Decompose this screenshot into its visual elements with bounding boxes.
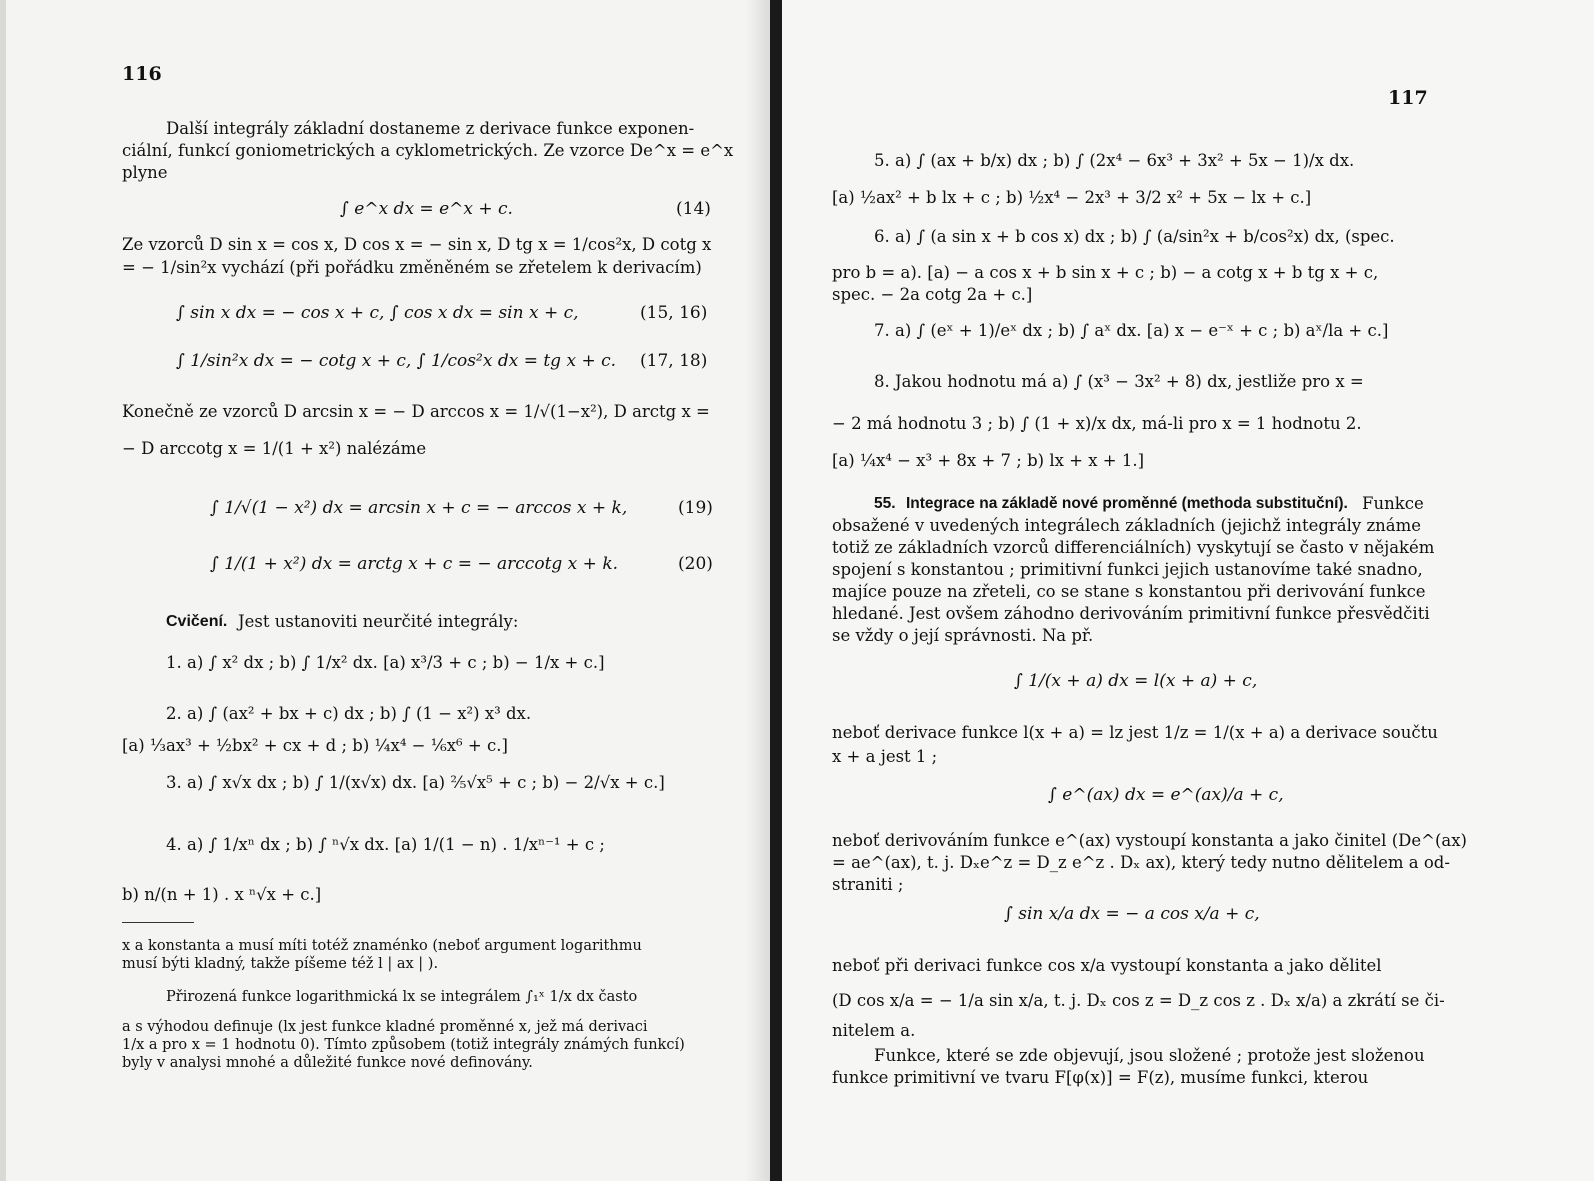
- equation-number: (15, 16): [640, 303, 708, 323]
- section-number: 55.: [874, 495, 896, 512]
- left-page: [0, 0, 770, 1181]
- paragraph-line: hledané. Jest ovšem záhodno derivováním primitivní funkce přesvědčiti: [832, 604, 1430, 623]
- equation-20: ∫ 1/(1 + x²) dx = arctg x + c = − arccotg x + k.: [210, 554, 619, 574]
- exercise-answer: [a) ¼x⁴ − x³ + 8x + 7 ; b) lx + x + 1.]: [832, 451, 1145, 470]
- equation-number: (14): [676, 199, 711, 219]
- exercise-item: 7. a) ∫ (eˣ + 1)/eˣ dx ; b) ∫ aˣ dx. [a) x − e⁻ˣ + c ; b) aˣ/la + c.]: [874, 321, 1389, 340]
- equation-14: ∫ e^x dx = e^x + c.: [340, 199, 513, 219]
- paragraph-line: neboť derivace funkce l(x + a) = lz jest 1/z = 1/(x + a) a derivace součtu: [832, 723, 1438, 742]
- paragraph-line: Funkce: [1362, 494, 1424, 513]
- paragraph-line: nitelem a.: [832, 1021, 916, 1040]
- paragraph-line: Konečně ze vzorců D arcsin x = − D arccos x = 1/√(1−x²), D arctg x =: [122, 402, 710, 421]
- exercise-answer: b) n/(n + 1) . x ⁿ√x + c.]: [122, 885, 322, 904]
- footnote-line: musí býti kladný, takže píšeme též l | ax | ).: [122, 956, 439, 972]
- footnote-line: Přirozená funkce logarithmická lx se integrálem ∫₁ˣ 1/x dx často: [166, 989, 638, 1005]
- paragraph-line: Další integrály základní dostaneme z derivace funkce exponen-: [166, 119, 695, 138]
- paragraph-line: Funkce, které se zde objevují, jsou složené ; protože jest složenou: [874, 1046, 1425, 1065]
- exercise-heading: Cvičení.: [166, 613, 228, 630]
- page-number-left: 116: [122, 63, 162, 85]
- exercise-item: 6. a) ∫ (a sin x + b cos x) dx ; b) ∫ (a/sin²x + b/cos²x) dx, (spec.: [874, 227, 1395, 246]
- equation-number: (17, 18): [640, 351, 708, 371]
- equation-19: ∫ 1/√(1 − x²) dx = arcsin x + c = − arccos x + k,: [210, 498, 628, 518]
- paragraph-line: ciální, funkcí goniometrických a cyklometrických. Ze vzorce De^x = e^x: [122, 141, 734, 160]
- paragraph-line: plyne: [122, 163, 168, 182]
- footnote-line: x a konstanta a musí míti totéž znaménko (neboť argument logarithmu: [122, 938, 642, 954]
- equation-15-16: ∫ sin x dx = − cos x + c, ∫ cos x dx = sin x + c,: [176, 303, 579, 323]
- section-title: Integrace na základě nové proměnné (methoda substituční).: [906, 495, 1348, 512]
- exercise-answer: [a) ⅓ax³ + ½bx² + cx + d ; b) ¼x⁴ − ⅙x⁶ + c.]: [122, 736, 508, 755]
- equation-substitution-3: ∫ sin x/a dx = − a cos x/a + c,: [1004, 904, 1260, 924]
- page-number-right: 117: [1388, 87, 1428, 109]
- exercise-intro: Jest ustanoviti neurčité integrály:: [238, 612, 519, 631]
- paragraph-line: Ze vzorců D sin x = cos x, D cos x = − sin x, D tg x = 1/cos²x, D cotg x: [122, 235, 712, 254]
- footnote-line: a s výhodou definuje (lx jest funkce kladné proměnné x, jež má derivaci: [122, 1019, 648, 1035]
- exercise-item: 8. Jakou hodnotu má a) ∫ (x³ − 3x² + 8) dx, jestliže pro x =: [874, 372, 1364, 391]
- exercise-item: 5. a) ∫ (ax + b/x) dx ; b) ∫ (2x⁴ − 6x³ + 3x² + 5x − 1)/x dx.: [874, 151, 1355, 170]
- paragraph-line: majíce pouze na zřeteli, co se stane s konstantou při derivování funkce: [832, 582, 1426, 601]
- paragraph-line: − D arccotg x = 1/(1 + x²) nalézáme: [122, 439, 427, 458]
- paragraph-line: totiž ze základních vzorců differenciálních) vyskytují se často v nějakém: [832, 538, 1435, 557]
- exercise-answer: pro b = a). [a) − a cos x + b sin x + c ; b) − a cotg x + b tg x + c,: [832, 263, 1379, 282]
- footnote-line: 1/x a pro x = 1 hodnotu 0). Tímto způsobem (totiž integrály známých funkcí): [122, 1037, 685, 1053]
- equation-substitution-1: ∫ 1/(x + a) dx = l(x + a) + c,: [1014, 671, 1258, 691]
- equation-number: (20): [678, 554, 713, 574]
- exercise-item: 2. a) ∫ (ax² + bx + c) dx ; b) ∫ (1 − x²) x³ dx.: [166, 704, 532, 723]
- paragraph-line: straniti ;: [832, 875, 904, 894]
- gutter-shadow: [745, 0, 770, 1181]
- paragraph-line: spojení s konstantou ; primitivní funkci jejich ustanovíme také snadno,: [832, 560, 1423, 579]
- footnote-line: byly v analysi mnohé a důležité funkce nové definovány.: [122, 1055, 533, 1071]
- paragraph-line: = ae^(ax), t. j. Dₓe^z = D_z e^z . Dₓ ax), který tedy nutno dělitelem a od-: [832, 853, 1450, 872]
- equation-substitution-2: ∫ e^(ax) dx = e^(ax)/a + c,: [1048, 785, 1284, 805]
- book-gutter: [770, 0, 782, 1181]
- paragraph-line: neboť derivováním funkce e^(ax) vystoupí konstanta a jako činitel (De^(ax): [832, 831, 1467, 850]
- paragraph-line: obsažené v uvedených integrálech základních (jejichž integrály známe: [832, 516, 1422, 535]
- paragraph-line: x + a jest 1 ;: [832, 747, 938, 766]
- equation-number: (19): [678, 498, 713, 518]
- exercise-item: 4. a) ∫ 1/xⁿ dx ; b) ∫ ⁿ√x dx. [a) 1/(1 − n) . 1/xⁿ⁻¹ + c ;: [166, 835, 605, 854]
- paragraph-line: = − 1/sin²x vychází (při pořádku změněném se zřetelem k derivacím): [122, 258, 702, 277]
- equation-17-18: ∫ 1/sin²x dx = − cotg x + c, ∫ 1/cos²x dx = tg x + c.: [176, 351, 617, 371]
- exercise-answer: [a) ½ax² + b lx + c ; b) ½x⁴ − 2x³ + 3/2 x² + 5x − lx + c.]: [832, 188, 1312, 207]
- exercise-item: 1. a) ∫ x² dx ; b) ∫ 1/x² dx. [a) x³/3 + c ; b) − 1/x + c.]: [166, 653, 605, 672]
- paragraph-line: funkce primitivní ve tvaru F[φ(x)] = F(z), musíme funkci, kterou: [832, 1068, 1369, 1087]
- exercise-item: 3. a) ∫ x√x dx ; b) ∫ 1/(x√x) dx. [a) ⅖√x⁵ + c ; b) − 2/√x + c.]: [166, 773, 665, 792]
- page-edge: [0, 0, 6, 1181]
- right-page: [782, 0, 1594, 1181]
- paragraph-line: (D cos x/a = − 1/a sin x/a, t. j. Dₓ cos z = D_z cos z . Dₓ x/a) a zkrátí se či-: [832, 991, 1445, 1010]
- paragraph-line: neboť při derivaci funkce cos x/a vystoupí konstanta a jako dělitel: [832, 956, 1382, 975]
- exercise-answer: spec. − 2a cotg 2a + c.]: [832, 285, 1033, 304]
- exercise-item: − 2 má hodnotu 3 ; b) ∫ (1 + x)/x dx, má-li pro x = 1 hodnotu 2.: [832, 414, 1362, 433]
- paragraph-line: se vždy o její správnosti. Na př.: [832, 626, 1094, 645]
- footnote-divider: [122, 922, 194, 923]
